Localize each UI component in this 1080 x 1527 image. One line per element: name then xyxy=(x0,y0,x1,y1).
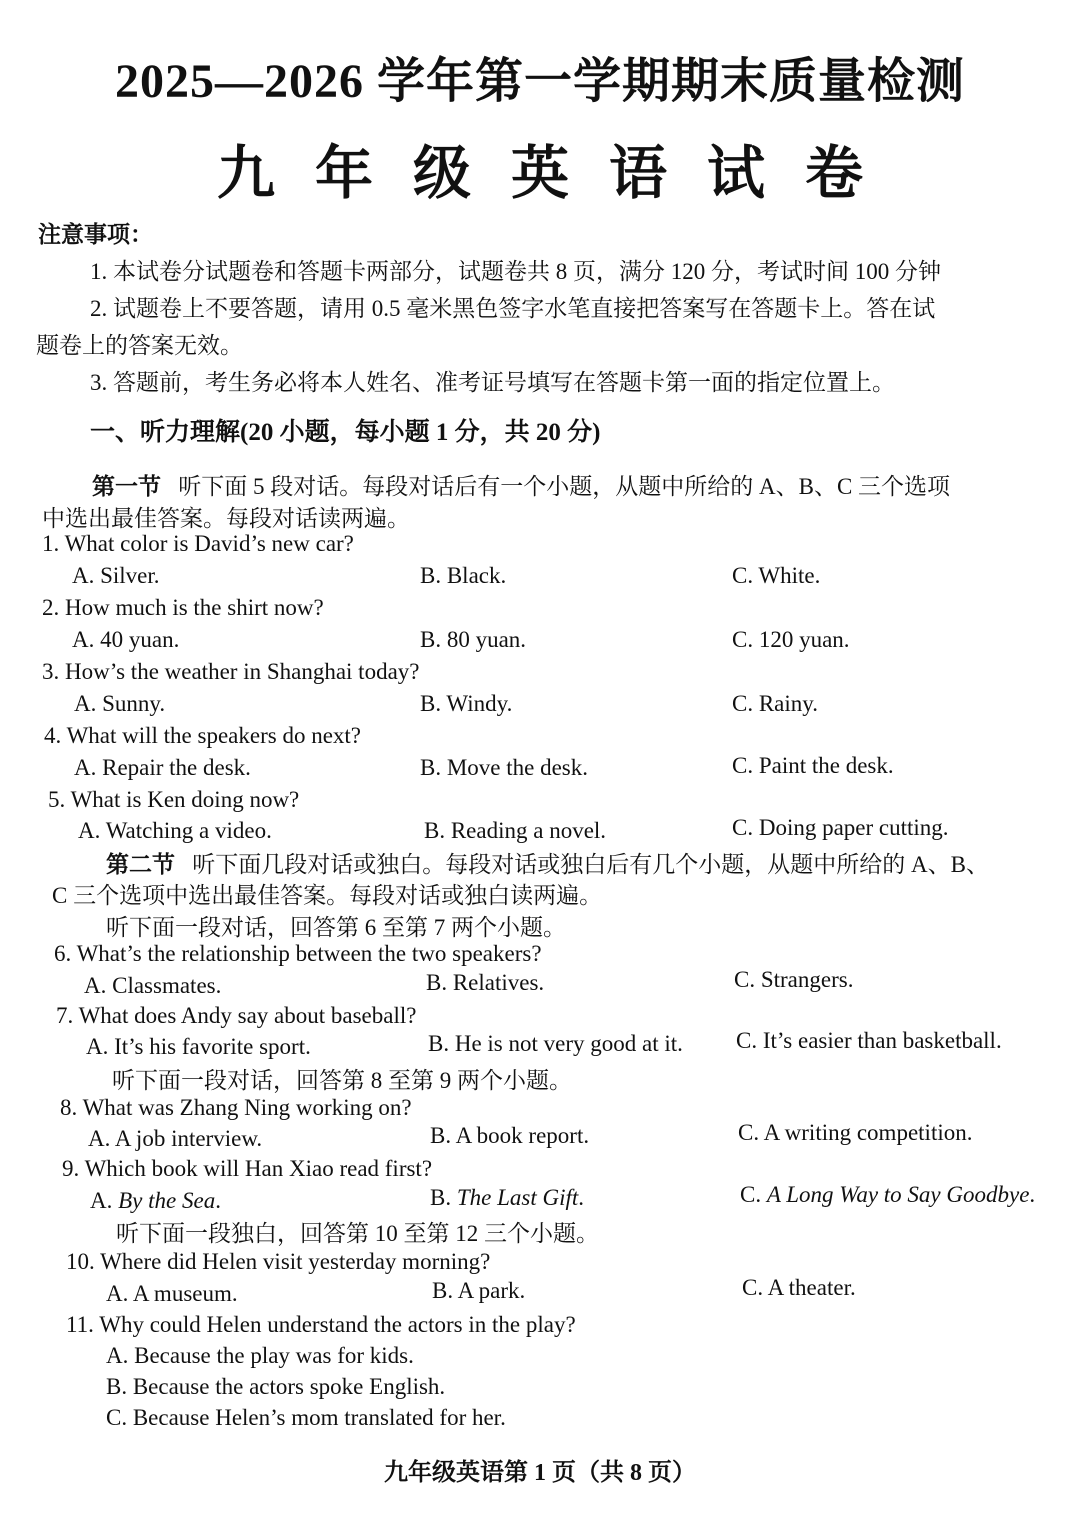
q9-option-b-period: . xyxy=(578,1185,585,1210)
notice-item-1: 1. 本试卷分试题卷和答题卡两部分，试题卷共 8 页，满分 120 分，考试时间 100 分钟 xyxy=(90,259,941,284)
question-11: 11. Why could Helen understand the actors in the play? xyxy=(66,1312,576,1337)
q4-option-c: C. Paint the desk. xyxy=(732,753,894,778)
question-9: 9. Which book will Han Xiao read first? xyxy=(62,1156,433,1181)
q9-option-c-title: A Long Way to Say Goodbye xyxy=(766,1182,1030,1207)
section1-instruction-line2: 中选出最佳答案。每段对话读两遍。 xyxy=(42,506,410,531)
q1-option-b: B. Black. xyxy=(420,563,507,588)
q3-option-a: A. Sunny. xyxy=(74,691,166,716)
q4-option-b: B. Move the desk. xyxy=(420,755,589,780)
exam-title-line2: 九年级英语试卷 xyxy=(216,141,903,206)
q10-option-c: C. A theater. xyxy=(742,1275,856,1300)
part1-heading: 一、听力理解(20 小题，每小题 1 分，共 20 分) xyxy=(90,419,601,446)
section1-instruction-line1 xyxy=(92,468,950,501)
q1-option-c: C. White. xyxy=(732,563,821,588)
lead-q6-q7: 听下面一段对话，回答第 6 至第 7 两个小题。 xyxy=(106,915,566,940)
q7-option-b: B. He is not very good at it. xyxy=(428,1031,683,1056)
section1-instruction-text: 听下面 5 段对话。每段对话后有一个小题，从题中所给的 A、B、C 三个选项 xyxy=(178,474,951,499)
q8-option-c: C. A writing competition. xyxy=(738,1120,973,1145)
q2-option-c: C. 120 yuan. xyxy=(732,627,850,652)
q6-option-c: C. Strangers. xyxy=(734,967,854,992)
section2-instruction-line2: C 三个选项中选出最佳答案。每段对话或独白读两遍。 xyxy=(52,883,603,908)
q9-option-b xyxy=(430,1185,584,1211)
section2-instruction-line1 xyxy=(106,846,989,879)
q10-option-b: B. A park. xyxy=(432,1278,526,1303)
q11-option-c: C. Because Helen’s mom translated for her. xyxy=(106,1405,506,1430)
q9-option-c-prefix: C. xyxy=(740,1182,767,1207)
section2-label: 第二节 xyxy=(106,852,175,877)
question-5: 5. What is Ken doing now? xyxy=(48,787,300,812)
q8-option-b: B. A book report. xyxy=(430,1123,590,1148)
q3-option-b: B. Windy. xyxy=(420,691,513,716)
question-3: 3. How’s the weather in Shanghai today? xyxy=(42,659,420,684)
q7-option-a: A. It’s his favorite sport. xyxy=(86,1034,311,1059)
q11-option-b: B. Because the actors spoke English. xyxy=(106,1374,446,1399)
question-6: 6. What’s the relationship between the two speakers? xyxy=(54,941,542,966)
q1-option-a: A. Silver. xyxy=(72,563,160,588)
question-8: 8. What was Zhang Ning working on? xyxy=(60,1095,412,1120)
section1-label: 第一节 xyxy=(92,474,161,499)
q5-option-b: B. Reading a novel. xyxy=(424,818,607,843)
question-7: 7. What does Andy say about baseball? xyxy=(56,1003,417,1028)
q9-option-c xyxy=(740,1182,1035,1208)
q9-option-c-period: . xyxy=(1029,1182,1036,1207)
notice-item-2-line1: 2. 试题卷上不要答题，请用 0.5 毫米黑色签字水笔直接把答案写在答题卡上。答在试 xyxy=(90,296,936,321)
notice-heading: 注意事项： xyxy=(38,222,153,247)
exam-title-line1: 2025—2026 学年第一学期期末质量检测 xyxy=(114,55,965,108)
lead-q8-q9: 听下面一段对话，回答第 8 至第 9 两个小题。 xyxy=(112,1068,572,1093)
q7-option-c: C. It’s easier than basketball. xyxy=(736,1028,1002,1053)
section2-instruction-text: 听下面几段对话或独白。每段对话或独白后有几个小题，从题中所给的 A、B、 xyxy=(192,852,989,877)
question-10: 10. Where did Helen visit yesterday morning? xyxy=(66,1249,491,1274)
page-footer: 九年级英语第 1 页（共 8 页） xyxy=(384,1460,696,1486)
q2-option-a: A. 40 yuan. xyxy=(72,627,180,652)
q4-option-a: A. Repair the desk. xyxy=(74,755,251,780)
q10-option-a: A. A museum. xyxy=(106,1281,238,1306)
q2-option-b: B. 80 yuan. xyxy=(420,627,527,652)
q5-option-a: A. Watching a video. xyxy=(78,818,272,843)
q9-option-b-prefix: B. xyxy=(430,1185,457,1210)
q9-option-b-title: The Last Gift xyxy=(456,1185,579,1210)
q5-option-c: C. Doing paper cutting. xyxy=(732,815,949,840)
q8-option-a: A. A job interview. xyxy=(88,1126,263,1151)
q6-option-b: B. Relatives. xyxy=(426,970,545,995)
question-4: 4. What will the speakers do next? xyxy=(44,723,362,748)
q6-option-a: A. Classmates. xyxy=(84,973,222,998)
q9-option-a-period: . xyxy=(215,1188,221,1213)
q3-option-c: C. Rainy. xyxy=(732,691,819,716)
lead-q10-q12: 听下面一段独白，回答第 10 至第 12 三个小题。 xyxy=(116,1221,599,1246)
q11-option-a: A. Because the play was for kids. xyxy=(106,1343,414,1368)
q9-option-a-title: By the Sea xyxy=(118,1188,216,1213)
notice-item-3: 3. 答题前，考生务必将本人姓名、准考证号填写在答题卡第一面的指定位置上。 xyxy=(90,370,895,395)
q9-option-a xyxy=(90,1188,221,1214)
question-2: 2. How much is the shirt now? xyxy=(42,595,324,620)
q9-option-a-prefix: A. xyxy=(90,1188,119,1213)
notice-item-2-line2: 题卷上的答案无效。 xyxy=(36,333,243,358)
question-1: 1. What color is David’s new car? xyxy=(42,531,354,556)
